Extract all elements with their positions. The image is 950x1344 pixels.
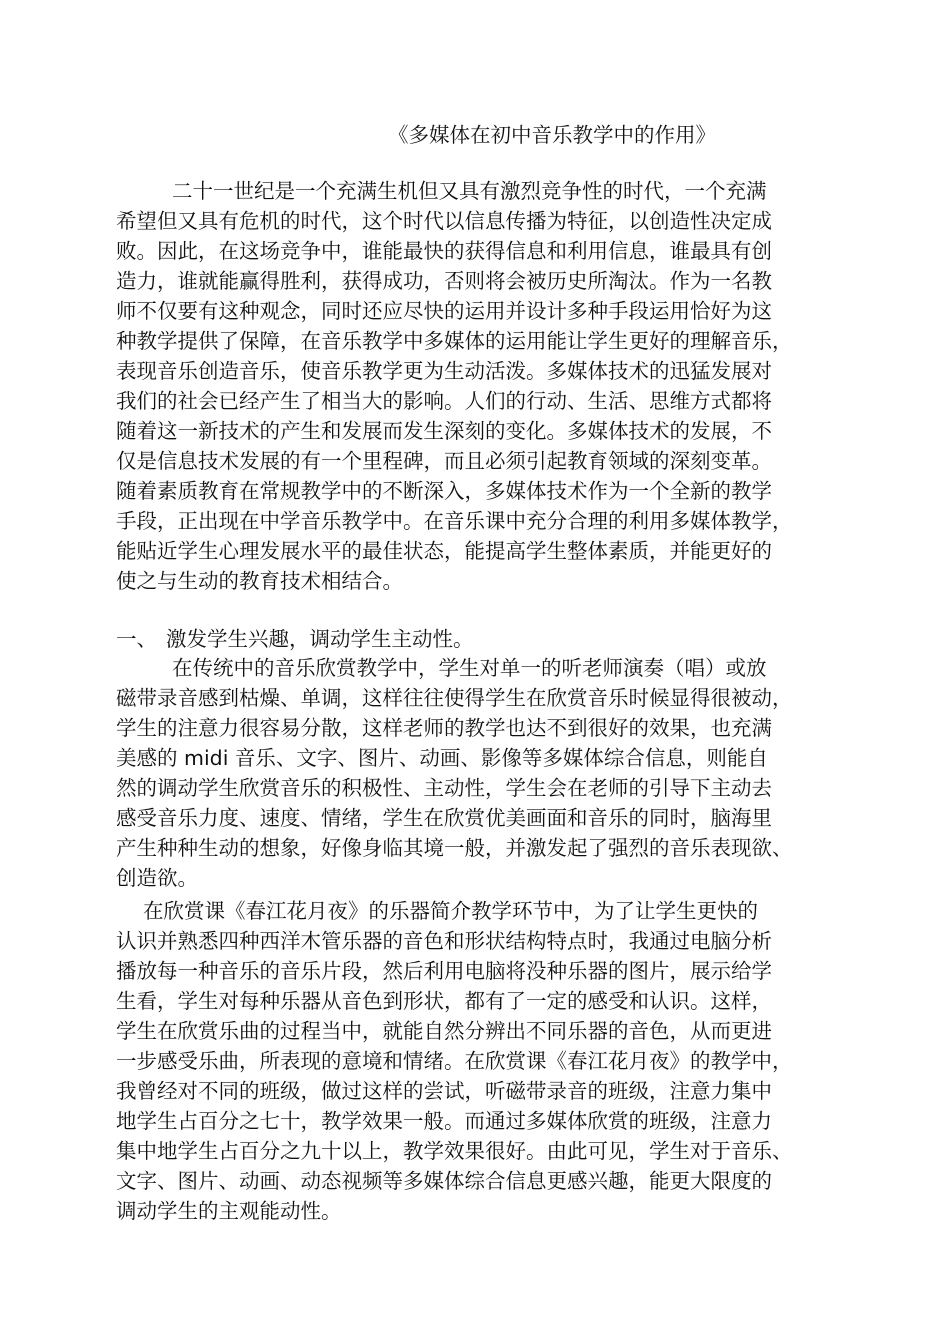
intro-line: 造力，谁就能赢得胜利，获得成功，否则将会被历史所淘汰。作为一名教 bbox=[116, 269, 772, 293]
intro-line: 随着这一新技术的产生和发展而发生深刻的变化。多媒体技术的发展，不 bbox=[116, 419, 772, 443]
paragraph-line: 播放每一种音乐的音乐片段，然后利用电脑将没种乐器的图片，展示给学 bbox=[116, 959, 772, 983]
paragraph-line: 然的调动学生欣赏音乐的积极性、主动性，学生会在老师的引导下主动去 bbox=[116, 776, 772, 800]
document-title: 《多媒体在初中音乐教学中的作用》 bbox=[388, 123, 716, 147]
paragraph-line: 文字、图片、动画、动态视频等多媒体综合信息更感兴趣，能更大限度的 bbox=[116, 1169, 772, 1193]
paragraph-line: 磁带录音感到枯燥、单调，这样往往使得学生在欣赏音乐时候显得很被动， bbox=[116, 686, 793, 710]
paragraph-line: 集中地学生占百分之九十以上，教学效果很好。由此可见，学生对于音乐、 bbox=[116, 1139, 793, 1163]
paragraph-line: 学生的注意力很容易分散，这样老师的教学也达不到很好的效果，也充满 bbox=[116, 716, 772, 740]
intro-line: 仅是信息技术发展的有一个里程碑，而且必须引起教育领域的深刻变革。 bbox=[116, 449, 772, 473]
intro-line: 能贴近学生心理发展水平的最佳状态，能提高学生整体素质，并能更好的 bbox=[116, 539, 772, 563]
paragraph-line: 我曾经对不同的班级，做过这样的尝试，听磁带录音的班级，注意力集中 bbox=[116, 1079, 772, 1103]
intro-line: 种教学提供了保障，在音乐教学中多媒体的运用能让学生更好的理解音乐， bbox=[116, 329, 793, 353]
paragraph-line: 调动学生的主观能动性。 bbox=[116, 1199, 342, 1223]
paragraph-line: 产生种种生动的想象，好像身临其境一般，并激发起了强烈的音乐表现欲、 bbox=[116, 836, 793, 860]
paragraph-line: 生看，学生对每种乐器从音色到形状，都有了一定的感受和认识。这样， bbox=[116, 989, 772, 1013]
intro-line: 我们的社会已经产生了相当大的影响。人们的行动、生活、思维方式都将 bbox=[116, 389, 772, 413]
paragraph-line: 感受音乐力度、速度、情绪，学生在欣赏优美画面和音乐的同时，脑海里 bbox=[116, 806, 772, 830]
intro-line: 表现音乐创造音乐，使音乐教学更为生动活泼。多媒体技术的迅猛发展对 bbox=[116, 359, 772, 383]
intro-line: 希望但又具有危机的时代，这个时代以信息传播为特征，以创造性决定成 bbox=[116, 209, 772, 233]
paragraph-line: 一步感受乐曲，所表现的意境和情绪。在欣赏课《春江花月夜》的教学中， bbox=[116, 1049, 793, 1073]
intro-line: 师不仅要有这种观念，同时还应尽快的运用并设计多种手段运用恰好为这 bbox=[116, 299, 772, 323]
intro-line: 使之与生动的教育技术相结合。 bbox=[116, 569, 403, 593]
paragraph-line: 美感的 midi 音乐、文字、图片、动画、影像等多媒体综合信息，则能自 bbox=[116, 746, 768, 770]
paragraph-line: 学生在欣赏乐曲的过程当中，就能自然分辨出不同乐器的音色，从而更进 bbox=[116, 1019, 772, 1043]
intro-line: 败。因此，在这场竞争中，谁能最快的获得信息和利用信息，谁最具有创 bbox=[116, 239, 772, 263]
paragraph-line: 在传统中的音乐欣赏教学中，学生对单一的听老师演奏（唱）或放 bbox=[172, 656, 767, 680]
paragraph-line: 在欣赏课《春江花月夜》的乐器简介教学环节中，为了让学生更快的 bbox=[143, 899, 758, 923]
paragraph-line: 地学生占百分之七十，教学效果一般。而通过多媒体欣赏的班级，注意力 bbox=[116, 1109, 772, 1133]
section-number: 一、 bbox=[116, 627, 157, 651]
intro-line: 手段，正出现在中学音乐教学中。在音乐课中充分合理的利用多媒体教学， bbox=[116, 509, 793, 533]
section-heading-text: 激发学生兴趣，调动学生主动性。 bbox=[166, 627, 474, 651]
paragraph-line: 认识并熟悉四种西洋木管乐器的音色和形状结构特点时，我通过电脑分析 bbox=[116, 929, 772, 953]
paragraph-line: 创造欲。 bbox=[116, 866, 198, 890]
intro-line: 随着素质教育在常规教学中的不断深入，多媒体技术作为一个全新的教学 bbox=[116, 479, 772, 503]
intro-line: 二十一世纪是一个充满生机但又具有激烈竞争性的时代，一个充满 bbox=[172, 179, 767, 203]
section-heading bbox=[116, 625, 474, 653]
